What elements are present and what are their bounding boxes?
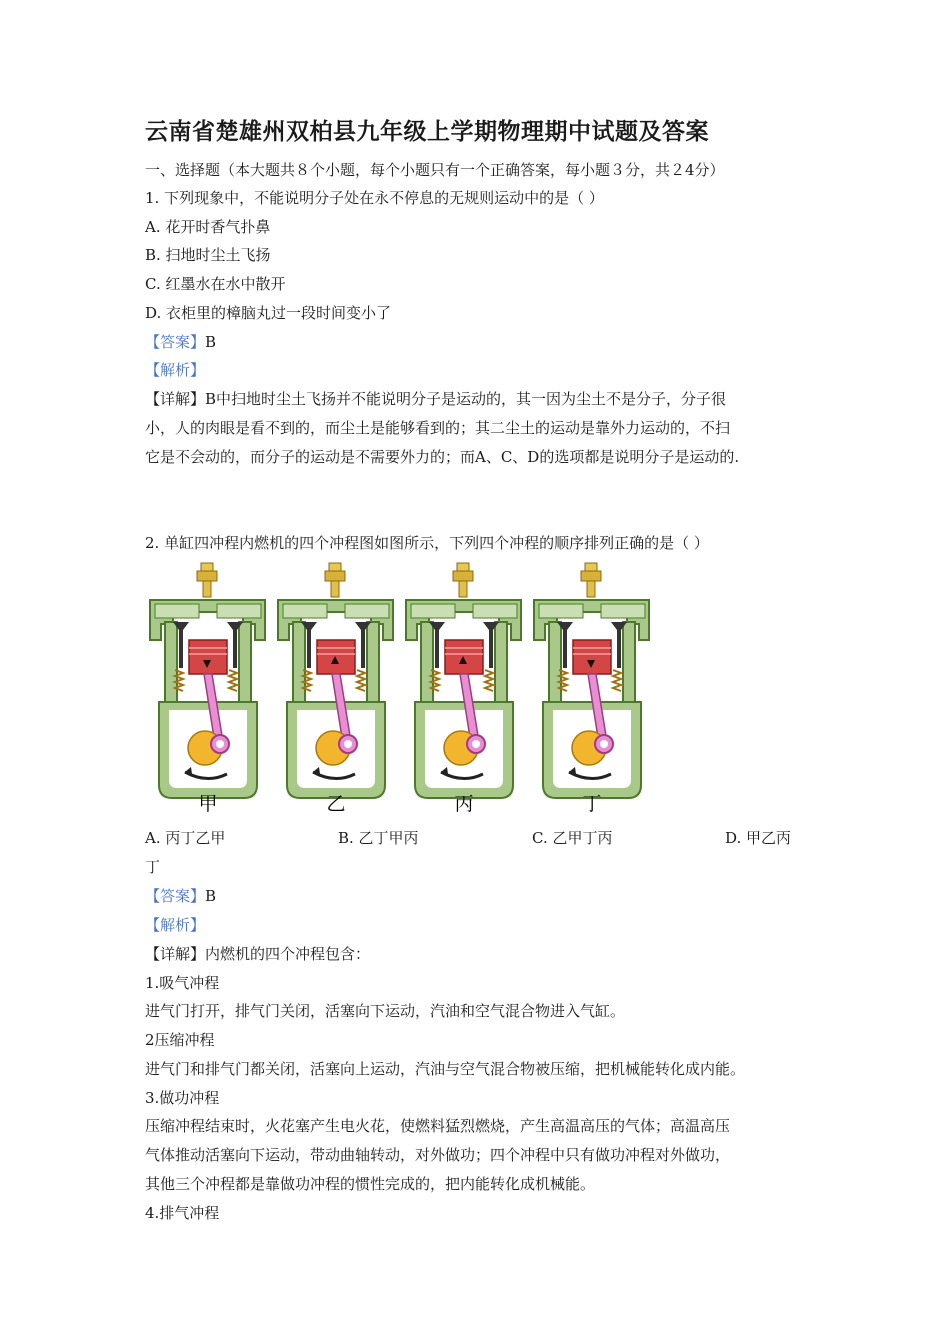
label-ding: 丁 — [582, 793, 602, 815]
page-title: 云南省楚雄州双柏县九年级上学期物理期中试题及答案 — [145, 118, 709, 145]
engine-yi — [278, 563, 393, 798]
section-heading: 一、选择题（本大题共８个小题，每个小题只有一个正确答案，每小题３分，共２4分） — [145, 161, 725, 179]
engine-bing — [406, 563, 521, 798]
answer-tag: 【答案】 — [145, 887, 206, 905]
q2-option-d-wrap: 丁 — [145, 858, 161, 876]
q1-option-a: A. 花开时香气扑鼻 — [145, 218, 271, 236]
q2-option-a: A. 丙丁乙甲 — [145, 829, 226, 847]
q2-body-line: 压缩冲程结束时，火花塞产生电火花，使燃料猛烈燃烧，产生高温高压的气体；高温高压 — [145, 1117, 731, 1135]
answer-value: B — [205, 887, 217, 905]
q2-body-line: 4.排气冲程 — [145, 1204, 220, 1222]
detail-tag: 【详解】 — [145, 390, 206, 408]
q1-detail-1 — [145, 389, 726, 409]
q2-body-line: 1.吸气冲程 — [145, 974, 220, 992]
answer-value: B — [205, 333, 217, 351]
q2-option-b: B. 乙丁甲丙 — [338, 829, 419, 847]
q2-body-line: 3.做功冲程 — [145, 1089, 220, 1107]
analysis-tag: 【解析】 — [145, 916, 206, 934]
q1-analysis — [145, 360, 205, 380]
detail-tag: 【详解】 — [145, 945, 206, 963]
q1-stem: 1. 下列现象中，不能说明分子处在永不停息的无规则运动中的是（ ） — [145, 189, 604, 207]
answer-tag: 【答案】 — [145, 333, 206, 351]
q2-body-line: 其他三个冲程都是靠做功冲程的惯性完成的，把内能转化成机械能。 — [145, 1175, 596, 1193]
q1-option-c: C. 红墨水在水中散开 — [145, 275, 286, 293]
engine-diagram — [145, 560, 655, 820]
detail-text: 内燃机的四个冲程包含： — [205, 945, 371, 963]
q2-analysis — [145, 915, 205, 935]
q2-body-line: 进气门打开，排气门关闭，活塞向下运动，汽油和空气混合物进入气缸。 — [145, 1002, 626, 1020]
label-jia: 甲 — [198, 793, 218, 815]
analysis-tag: 【解析】 — [145, 361, 206, 379]
detail-text: B中扫地时尘土飞扬并不能说明分子是运动的，其一因为尘土不是分子，分子很 — [205, 390, 727, 408]
label-bing: 丙 — [454, 793, 474, 815]
label-yi: 乙 — [326, 793, 346, 815]
q1-option-b: B. 扫地时尘土飞扬 — [145, 246, 271, 264]
q2-body-line: 进气门和排气门都关闭，活塞向上运动，汽油与空气混合物被压缩，把机械能转化成内能。 — [145, 1060, 746, 1078]
engine-jia — [150, 563, 265, 798]
q2-answer — [145, 886, 216, 906]
q2-stem: 2. 单缸四冲程内燃机的四个冲程图如图所示，下列四个冲程的顺序排列正确的是（ ） — [145, 534, 709, 552]
q2-detail-intro — [145, 944, 370, 964]
q2-option-c: C. 乙甲丁丙 — [532, 829, 613, 847]
q2-body-line: 2压缩冲程 — [145, 1031, 215, 1049]
q2-body-line: 气体推动活塞向下运动，带动曲轴转动，对外做功；四个冲程中只有做功冲程对外做功， — [145, 1146, 731, 1164]
q1-detail-3: 它是不会动的，而分子的运动是不需要外力的；而A、C、D的选项都是说明分子是运动的. — [145, 448, 740, 466]
q2-option-d: D. 甲乙丙 — [725, 829, 792, 847]
q1-option-d: D. 衣柜里的樟脑丸过一段时间变小了 — [145, 304, 392, 322]
q1-detail-2: 小，人的肉眼是看不到的，而尘土是能够看到的；其二尘土的运动是靠外力运动的，不扫 — [145, 419, 731, 437]
engine-ding — [534, 563, 649, 798]
q1-answer — [145, 332, 216, 352]
